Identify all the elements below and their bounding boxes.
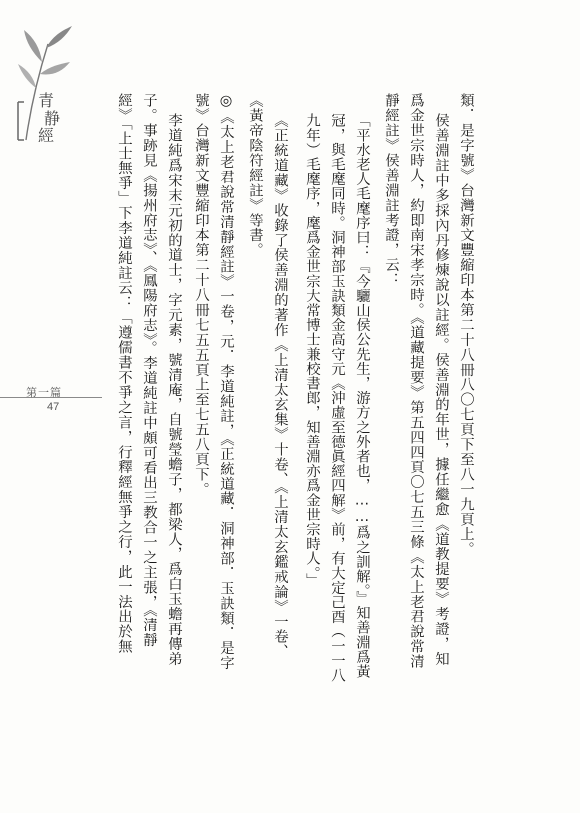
logo-char-1: 青	[38, 91, 55, 110]
logo-char-3: 經	[38, 126, 55, 142]
leaf-branch-icon	[14, 22, 76, 142]
text-column: 侯善淵註中多採內丹修煉說以註經。侯善淵的年世，據任繼愈《道教提要》考證，知	[433, 113, 449, 667]
quote-column: 冠，與毛麾同時。洞神部玉訣類金高守元《沖虛至德眞經四解》前，有大定己酉（一一八	[329, 113, 345, 683]
quote-column: 九年）毛麾序，麾爲金世宗大常博士兼校書郎，知善淵亦爲金世宗時人。」	[304, 113, 320, 588]
text-column: 經》「上士無爭」下李道純註云：「遵儒書不爭之言，行釋經無爭之行，此一法出於無	[116, 93, 132, 654]
text-column: 爲金世宗時人，約即南宋孝宗時。《道藏提要》第五四四頁〇七五三條《太上老君說常清	[408, 93, 424, 669]
text-column: 號》台灣新文豐縮印本第二十八冊七五五頁上至七五八頁下。	[193, 93, 209, 497]
book-logo	[14, 22, 76, 142]
logo-char-2: 静	[44, 109, 61, 128]
quote-column: 「平水老人毛麾序曰：『今驪山侯公先生，游方之外者也，……爲之訓解。』知善淵爲黃	[354, 113, 370, 679]
chapter-label: 第一篇	[26, 386, 62, 399]
text-column: 靜經註》侯善淵註考證，云：	[383, 93, 399, 288]
text-column: 子。事跡見《揚州府志》、《鳳陽府志》。李道純註中頗可看出三教合一之主張，《清靜	[141, 93, 157, 648]
text-column: 《正統道藏》收錄了侯善淵的著作《上清太玄集》十卷、《上清太玄鑑戒論》一卷、	[272, 113, 288, 659]
page-number: 47	[47, 401, 60, 413]
text-column: ◎《太上老君說常清靜經註》一卷，元．李道純註，《正統道藏．洞神部．玉訣類．是字	[218, 93, 234, 671]
text-column: 《黃帝陰符經註》等書。	[247, 93, 263, 258]
text-column: 類．是字號》台灣新文豐縮印本第二十八冊八〇七頁下至八一九頁上。	[458, 93, 474, 557]
text-column: 李道純爲宋末元初的道士，字元素，號清庵，自號瑩蟾子，都梁人，爲白玉蟾再傳弟	[166, 113, 182, 667]
